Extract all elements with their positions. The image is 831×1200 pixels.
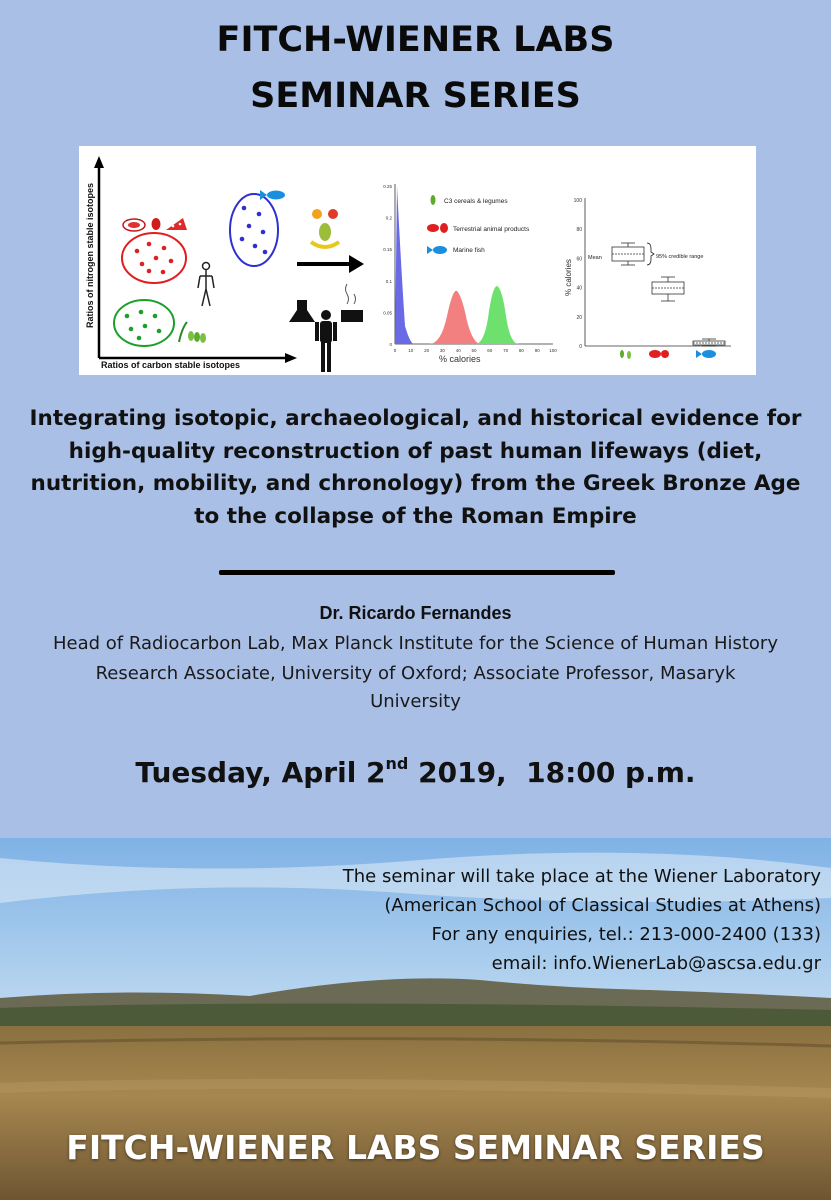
date-prefix: Tuesday, April 2 <box>135 756 386 789</box>
box-y-tick: 80 <box>576 227 582 234</box>
box-y-tick: 20 <box>576 314 582 321</box>
box-y-tick: 60 <box>576 256 582 263</box>
date-ordinal: nd <box>385 754 409 773</box>
series-title-line1: FITCH-WIENER LABS <box>216 20 615 60</box>
density-x-tick: 90 <box>534 348 540 353</box>
box-y-tick: 0 <box>579 344 582 350</box>
density-x-tick: 40 <box>455 348 461 353</box>
speaker-affiliation-1: Head of Radiocarbon Lab, Max Planck Institute for the Science of Human History <box>53 633 778 654</box>
legend-animal: Terrestrial animal products <box>453 226 530 233</box>
legend-fish: Marine fish <box>453 247 485 254</box>
box-y-label: % calories <box>564 259 573 296</box>
density-x-tick: 100 <box>549 348 557 353</box>
density-y-tick: 0.2 <box>385 215 392 221</box>
density-x-tick: 30 <box>439 348 445 353</box>
y-axis-label: Ratios of nitrogen stable isotopes <box>85 182 95 328</box>
box-y-tick: 40 <box>576 285 582 292</box>
density-x-tick: 60 <box>487 348 493 353</box>
density-x-tick: 20 <box>424 348 430 353</box>
venue-email: email: info.WienerLab@ascsa.edu.gr <box>491 953 821 974</box>
speaker-name: Dr. Ricardo Fernandes <box>319 603 512 623</box>
divider <box>219 570 615 575</box>
venue-line: (American School of Classical Studies at Athens) <box>384 895 821 916</box>
density-y-tick: 0.15 <box>383 247 392 253</box>
talk-title-line: Integrating isotopic, archaeological, and historical evidence for <box>29 406 802 431</box>
density-y-tick: 0 <box>389 342 392 347</box>
seminar-date <box>0 754 831 789</box>
footer-title: FITCH-WIENER LABS SEMINAR SERIES <box>66 1128 765 1167</box>
series-title-line2: SEMINAR SERIES <box>250 76 581 116</box>
box-y-tick: 100 <box>573 198 582 204</box>
x-axis-label: Ratios of carbon stable isotopes <box>101 360 241 370</box>
talk-title <box>14 403 817 533</box>
density-x-tick: 50 <box>471 348 477 353</box>
density-x-tick: 10 <box>408 348 414 353</box>
density-x-label: % calories <box>439 354 481 364</box>
legend-cereals: C3 cereals & legumes <box>444 198 508 205</box>
talk-title-line: high-quality reconstruction of past human lifeways (diet, <box>68 438 763 464</box>
venue-info <box>343 862 821 978</box>
affiliation-line: Research Associate, University of Oxford; Associate Professor, Masaryk <box>95 663 736 684</box>
affiliation-line: University <box>370 691 461 712</box>
talk-title-line: to the collapse of the Roman Empire <box>194 503 637 529</box>
mean-label: Mean <box>588 255 602 261</box>
venue-phone: For any enquiries, tel.: 213-000-2400 (133) <box>431 924 821 945</box>
density-x-tick: 80 <box>518 348 524 353</box>
date-suffix: 2019, 18:00 p.m. <box>408 756 696 789</box>
isotope-diet-figure <box>79 146 756 375</box>
density-x-tick: 70 <box>503 348 509 353</box>
talk-title-line: nutrition, mobility, and chronology) from the Greek Bronze Age <box>30 471 801 496</box>
credible-range-label: 95% credible range <box>656 254 704 260</box>
density-y-tick: 0.25 <box>383 184 392 189</box>
density-x-tick: 0 <box>393 348 397 353</box>
venue-line: The seminar will take place at the Wiener Laboratory <box>342 866 821 887</box>
density-y-tick: 0.05 <box>383 310 392 316</box>
speaker-affiliation-2 <box>10 660 821 716</box>
density-y-tick: 0.1 <box>385 278 392 284</box>
